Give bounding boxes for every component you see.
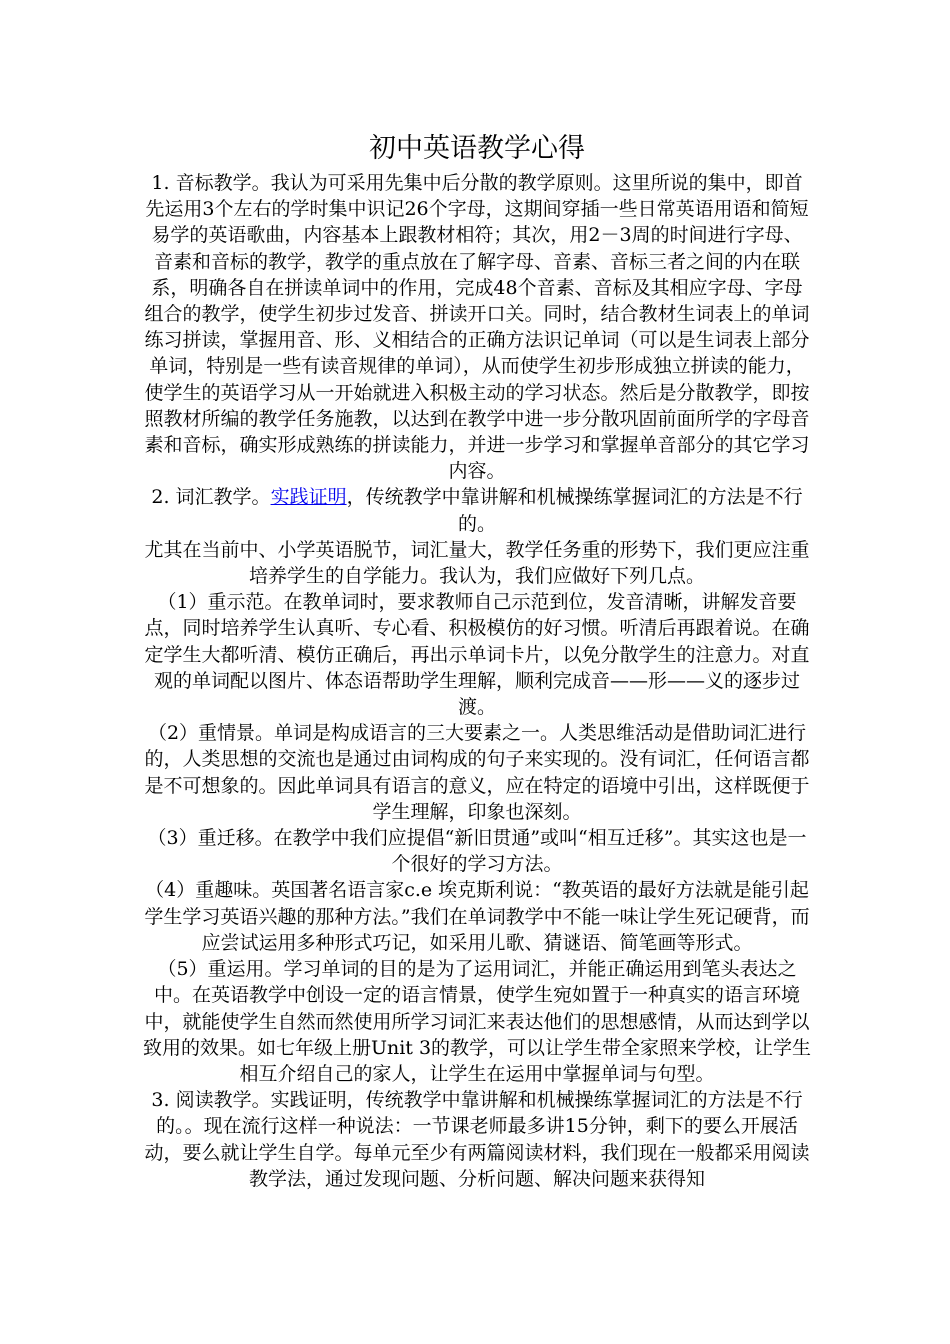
vocabulary-prefix: 2. 词汇教学。	[151, 486, 271, 509]
document-page	[142, 130, 812, 1192]
practice-proof-link[interactable]: 实践证明	[270, 486, 347, 509]
paragraph-application: （5）重运用。学习单词的目的是为了运用词汇，并能正确运用到笔头表达之中。在英语教学中创设一定的语言情景，使学生宛如置于一种真实的语言环境中，就能使学生自然而然使用所学习词汇来表达他们的思想感情，从而达到学以致用的效果。如七年级上册Unit 3的教学，可以让学生带全家照来学校，让学生相互介绍自己的家人，让学生在运用中掌握单词与句型。	[142, 958, 812, 1085]
vocabulary-suffix: ，传统教学中靠讲解和机械操练掌握词汇的方法是不行的。	[346, 486, 803, 535]
paragraph-demonstration: （1）重示范。在教单词时，要求教师自己示范到位，发音清晰，讲解发音要点，同时培养学生认真听、专心看、积极模仿的好习惯。听清后再跟着说。在确定学生大都听清、模仿正确后，再出示单词卡片，以免分散学生的注意力。对直观的单词配以图片、体态语帮助学生理解，顺利完成音——形——义的逐步过渡。	[144, 591, 810, 719]
paragraph-self-study: 尤其在当前中、小学英语脱节，词汇量大，教学任务重的形势下，我们更应注重培养学生的自学能力。我认为，我们应做好下列几点。	[144, 538, 810, 588]
paragraph-context: （2）重情景。单词是构成语言的三大要素之一。人类思维活动是借助词汇进行的，人类思想的交流也是通过由词构成的句子来实现的。没有词汇，任何语言都是不可想象的。因此单词具有语言的意义，应在特定的语境中引出，这样既便于学生理解，印象也深刻。	[144, 722, 810, 823]
paragraph-reading: 3. 阅读教学。实践证明，传统教学中靠讲解和机械操练掌握词汇的方法是不行的。。现在流行这样一种说法：一节课老师最多讲15分钟，剩下的要么开展活动，要么就让学生自学。每单元至少有两篇阅读材料，我们现在一般都采用阅读教学法，通过发现问题、分析问题、解决问题来获得知	[144, 1089, 810, 1190]
paragraph-interest: （4）重趣味。英国著名语言家c.e 埃克斯利说：“教英语的最好方法就是能引起学生学习英语兴趣的那种方法。”我们在单词教学中不能一味让学生死记硬背，而应尝试运用多种形式巧记，如采用儿歌、猜谜语、简笔画等形式。	[144, 879, 810, 954]
paragraph-vocabulary	[142, 484, 812, 536]
paragraph-transfer: （3）重迁移。在教学中我们应提倡“新旧贯通”或叫“相互迁移”。其实这也是一个很好的学习方法。	[147, 827, 807, 876]
document-title: 初中英语教学心得	[369, 133, 585, 164]
paragraph-phonetics: 1. 音标教学。我认为可采用先集中后分散的教学原则。这里所说的集中，即首先运用3个左右的学时集中识记26个字母，这期间穿插一些日常英语用语和简短易学的英语歌曲，内容基本上跟教材相符；其次，用2－3周的时间进行字母、音素和音标的教学，教学的重点放在了解字母、音素、音标三者之间的内在联系，明确各自在拼读单词中的作用，完成48个音素、音标及其相应字母、字母组合的教学，使学生初步过发音、拼读开口关。同时，结合教材生词表上的单词练习拼读，掌握用音、形、义相结合的正确方法识记单词（可以是生词表上部分单词，特别是一些有读音规律的单词），从而使学生初步形成独立拼读的能力，使学生的英语学习从一开始就进入积极主动的学习状态。然后是分散教学，即按照教材所编的教学任务施教，以达到在教学中进一步分散巩固前面所学的字母音素和音标，确实形成熟练的拼读能力，并进一步学习和掌握单音部分的其它学习内容。	[144, 172, 810, 483]
